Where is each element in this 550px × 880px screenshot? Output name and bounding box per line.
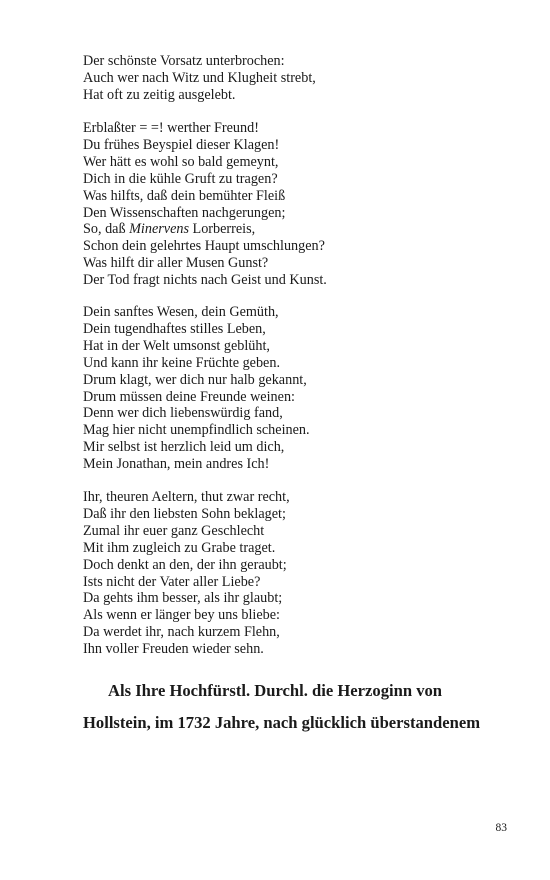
- verse-line: Ihn voller Freuden wieder sehn.: [83, 641, 264, 658]
- verse-line: Da werdet ihr, nach kurzem Flehn,: [83, 624, 280, 641]
- verse-line: Mit ihm zugleich zu Grabe traget.: [83, 539, 276, 556]
- verse-line: Als wenn er länger bey uns bliebe:: [83, 607, 280, 624]
- verse-line: Daß ihr den liebsten Sohn beklaget;: [83, 505, 286, 522]
- page-number: 83: [495, 822, 507, 834]
- verse-line: Du frühes Beyspiel dieser Klagen!: [83, 136, 280, 153]
- verse-line: Ists nicht der Vater aller Liebe?: [83, 573, 261, 590]
- verse-line: Ihr, theuren Aeltern, thut zwar recht,: [83, 489, 290, 505]
- verse-line: Denn wer dich liebenswürdig fand,: [83, 405, 283, 422]
- section-heading-line-2: Hollstein, im 1732 Jahre, nach glücklich überstandenem: [83, 713, 481, 732]
- verse-line: Dein tugendhaftes stilles Leben,: [83, 320, 266, 337]
- verse-line: Und kann ihr keine Früchte geben.: [83, 354, 280, 371]
- verse-line: Dich in die kühle Gruft zu tragen?: [83, 170, 278, 187]
- verse-line: [83, 221, 327, 238]
- verse-line: Der Tod fragt nichts nach Geist und Kunst.: [83, 272, 327, 289]
- verse-line: Drum klagt, wer dich nur halb gekannt,: [83, 371, 307, 388]
- verse-text: So, daß: [83, 221, 130, 238]
- verse-italic-text: Minervens: [129, 221, 189, 238]
- verse-line: Hat in der Welt umsonst geblüht,: [83, 337, 270, 354]
- verse-line: Wer hätt es wohl so bald gemeynt,: [83, 153, 279, 170]
- verse-line: Schon dein gelehrtes Haupt umschlungen?: [83, 238, 325, 255]
- verse-text: Lorberreis,: [189, 221, 256, 238]
- section-heading-line-1: Als Ihre Hochfürstl. Durchl. die Herzoginn von: [108, 681, 443, 700]
- verse-line: Doch denkt an den, der ihn geraubt;: [83, 556, 287, 573]
- stanza-1: [83, 53, 316, 104]
- verse-line: Drum müssen deine Freunde weinen:: [83, 388, 295, 405]
- verse-line: Mag hier nicht unempfindlich scheinen.: [83, 422, 310, 439]
- verse-line: Zumal ihr euer ganz Geschlecht: [83, 522, 265, 539]
- verse-line: Was hilft dir aller Musen Gunst?: [83, 255, 269, 272]
- verse-line: Erblaßter = =! werther Freund!: [83, 120, 259, 136]
- verse-line: Der schönste Vorsatz unterbrochen:: [83, 53, 285, 69]
- verse-line: Da gehts ihm besser, als ihr glaubt;: [83, 590, 283, 607]
- verse-line: Mir selbst ist herzlich leid um dich,: [83, 439, 285, 456]
- stanza-4: [83, 489, 290, 658]
- verse-line: Mein Jonathan, mein andres Ich!: [83, 456, 270, 473]
- stanza-2: [83, 120, 327, 289]
- verse-line: Den Wissenschaften nachgerungen;: [83, 204, 286, 221]
- stanza-3: [83, 304, 310, 473]
- verse-line: Hat oft zu zeitig ausgelebt.: [83, 86, 236, 103]
- verse-line: Dein sanftes Wesen, dein Gemüth,: [83, 304, 279, 320]
- verse-line: Auch wer nach Witz und Klugheit strebt,: [83, 69, 316, 86]
- verse-line: Was hilfts, daß dein bemühter Fleiß: [83, 187, 286, 204]
